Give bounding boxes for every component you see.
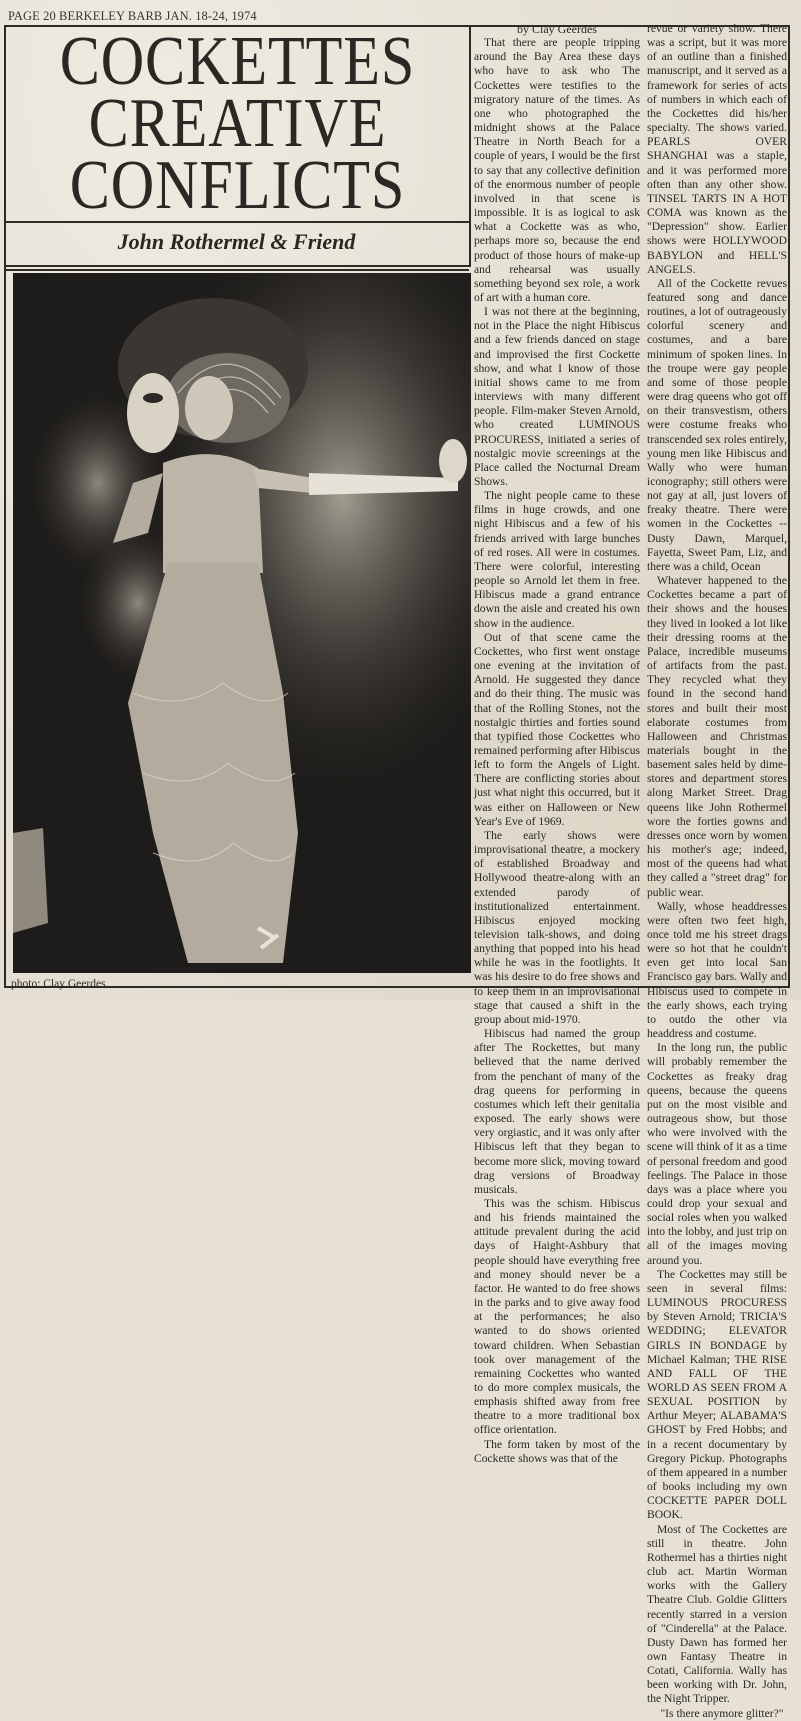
article-paragraph: That there are people tripping around the Bay Area these days who have to ask who The Cockettes were testifies to the migratory nature of the times. As one who photographed the midnight shows at the Palace Theatre in North Beach for a couple of years, I would be the first to say that any collective definition of the enormous number of people involved in that scene is impossible. It is as logical to ask what a Cockette was as who, perhaps more so, because the end product of those hours of make-up and rehearsal was usually something beyond sex role, a work of art with a human core. — [474, 36, 640, 304]
divider — [6, 269, 469, 271]
headline-line-2: CREATIVE — [88, 85, 387, 162]
article-paragraph: I was not there at the beginning, not in the Place the night Hibiscus and a few friends danced on stage and improvised the first Cockette show, and what I know of those initial shows came to me from interviews with many different people. Film-maker Steven Arnold, who created LUMINOUS PROCURESS, initiated a series of nostalgic movie screenings at the Place called the Nocturnal Dream Shows. — [474, 305, 640, 488]
article-paragraph: The early shows were improvisational theatre, a mockery of established Broadway and Hollywood theatre-along with an extended parody of institutionalized entertainment. Hibiscus enjoyed mocking television talk-shows, and doing anything that popped into his head while he was in the footlights. It was his desire to do free shows and to keep them in an improvisational stage that caused a shift in the group about mid-1970. — [474, 828, 640, 1026]
article-paragraph: This was the schism. Hibiscus and his friends maintained the attitude prevalent during the acid days of Haight-Ashbury that people should have everything free and money should never be a factor. He wanted to do free shows in the parks and to give away food at the performances; he also wanted to do shows oriented toward children. When Sebastian took over management of the remaining Cockettes who wanted to do more complex musicals, the emphasis shifted away from free theatre to a more traditional box office orientation. — [474, 1196, 640, 1437]
headline-line-1: COCKETTES — [59, 23, 416, 100]
article-column-2 — [647, 22, 787, 1721]
article-paragraph: All of the Cockette revues featured song and dance routines, a lot of outrageously colorful scenery and costumes, and a bare minimum of spoken lines. In the troupe were gay people and some of those people were drag queens who got off on their transvestism, others were costume freaks who transcended sex roles entirely, young men like Hibiscus and Wally who were human iconography; still others were not gay at all, just lovers of freaky theatre. There were women in the Cockettes -- Dusty Dawn, Marquel, Fayetta, Sweet Pam, Liz, and there was a child, Ocean — [647, 276, 787, 573]
article-column-1 — [474, 22, 640, 1466]
photo-credit: photo: Clay Geerdes — [11, 978, 106, 990]
article-paragraph: In the long run, the public will probably remember the Cockettes as freaky drag queens, because the queens put on the most visible and outrageous show, but those who were involved with the scene will think of it as a time of personal freedom and good feelings. The Palace in those days was a place where you could drop your sexual and social roles when you walked into the lobby, and just trip on all of the images moving around you. — [647, 1041, 787, 1267]
headline — [4, 23, 471, 224]
photo-subject-box — [4, 221, 471, 267]
article-paragraph: Whatever happened to the Cockettes became a part of their shows and the houses they lived in looked a lot like their dressing rooms at the Palace, incredible museums of artifacts from the past. They recycled what they found in the second hand stores and built their most elaborate costumes from Halloween and Christmas materials bought in the basement sales held by dime-stores and department stores along Market Street. Drag queens like John Rothermel wore the forties gowns and dresses once worn by women his mother's age; indeed, most of the queens had what they called a "street drag" for public wear. — [647, 574, 787, 899]
article-byline: by Clay Geerdes — [517, 22, 597, 36]
performer-photo-illustration — [13, 273, 471, 973]
article-paragraph: Hibiscus had named the group after The Rockettes, but many believed that the name derived from the penchant of many of the drag queens for performing in costumes which left their genitalia exposed. The early shows were very orgiastic, and it was only after Hibiscus left that they began to become more slick, moving toward drag versions of Broadway musicals. — [474, 1027, 640, 1196]
performer-photo — [13, 273, 471, 973]
headline-line-3: CONFLICTS — [69, 147, 406, 224]
article-closing-line: "Is there anymore glitter?" — [660, 1706, 784, 1720]
article-paragraph: The Cockettes may still be seen in several films: LUMINOUS PROCURESS by Steven Arnold; TRICIA'S WEDDING; ELEVATOR GIRLS IN BONDAGE by Michael Kalman; THE RISE AND FALL OF THE WORLD AS SEEN FROM A SEXUAL POSITION by Arthur Meyer; ALABAMA'S GHOST by Fred Hobbs; and in a recent documentary by Gregory Pickup. Photographs of them appeared in a number of books including my own COCKETTE PAPER DOLL BOOK. — [647, 1267, 787, 1522]
photo-subject-title: John Rothermel & Friend — [117, 229, 356, 254]
headline-box — [4, 25, 471, 223]
article-paragraph: Out of that scene came the Cockettes, who first went onstage one evening at the invitation of Arnold. He suggested they dance and do their thing. The music was that of the Rolling Stones, not the nostalgic thirties and forties sound that typified those Cockettes who remained performing after Hibiscus left to form the Angels of Light. There are conflicting stories about just what night this occurred, but it was either on Halloween or New Year's Eve of 1969. — [474, 630, 640, 828]
article-paragraph: Most of The Cockettes are still in theatre. John Rothermel has a thirties night club act. Martin Worman works with the Gallery Theatre Club. Goldie Glitters recently starred in a version of "Cinderella" at the Palace. Dusty Dawn has formed her own Fantasy Theatre in Cotati, California. Wally has been working with Dr. John, the Night Tripper. — [647, 1522, 787, 1706]
article-paragraph-continuation: revue or variety show. There was a script, but it was more of an outline than a finished manuscript, and it served as a framework for series of acts of numbers in which each of the Cockettes did his/her specialty. The shows varied. PEARLS OVER SHANGHAI was a staple, and it was performed more often than any other show. TINSEL TARTS IN A HOT COMA was known as the "Depression" show. Earlier shows were HOLLYWOOD BABYLON and HELL'S ANGELS. — [647, 22, 787, 276]
article-paragraph: The night people came to these films in huge crowds, and one night Hibiscus and a few of his friends arrived with large bunches of red roses. All were in costumes. There were colorful, interesting people so Arnold let them in free. Hibiscus made a grand entrance down the aisle and created his own show in the audience. — [474, 489, 640, 630]
article-paragraph-continued: The form taken by most of the Cockette shows was that of the — [474, 1437, 640, 1465]
page-folio: PAGE 20 BERKELEY BARB JAN. 18-24, 1974 — [8, 9, 257, 23]
article-paragraph: Wally, whose headdresses were often two feet high, once told me his street drags were so hot that he couldn't even get into local San Francisco gay bars. Wally and Hibiscus used to compete in the early shows, each trying to outdo the other via headdress and costume. — [647, 899, 787, 1041]
